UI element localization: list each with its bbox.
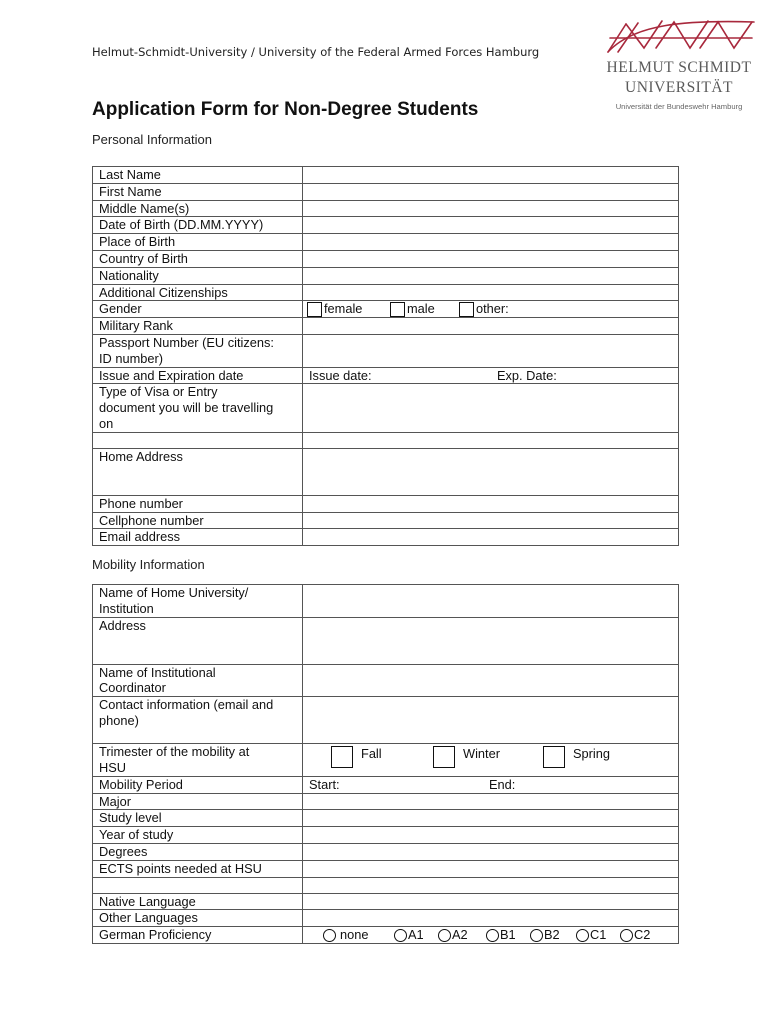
label-email: Email address bbox=[93, 529, 303, 546]
label-last-name: Last Name bbox=[93, 167, 303, 184]
degrees-field[interactable] bbox=[303, 843, 679, 860]
other-languages-field[interactable] bbox=[303, 910, 679, 927]
visa-label-line2: document you will be travelling bbox=[99, 400, 274, 416]
home-university-label-line2: Institution bbox=[99, 600, 154, 616]
trimester-winter-label: Winter bbox=[463, 746, 500, 762]
label-military-rank: Military Rank bbox=[93, 318, 303, 335]
coordinator-label-line2: Coordinator bbox=[99, 680, 166, 696]
german-proficiency-options bbox=[303, 927, 679, 944]
mobility-period-field[interactable] bbox=[303, 776, 679, 793]
last-name-field[interactable] bbox=[303, 167, 679, 184]
native-language-field[interactable] bbox=[303, 893, 679, 910]
german-b2-label: B2 bbox=[544, 927, 560, 943]
spacer-cell-2 bbox=[93, 877, 303, 893]
label-first-name: First Name bbox=[93, 183, 303, 200]
nationality-field[interactable] bbox=[303, 267, 679, 284]
university-logo bbox=[604, 18, 756, 111]
study-level-field[interactable] bbox=[303, 810, 679, 827]
contact-label-line1: Contact information (email and bbox=[99, 697, 274, 713]
coordinator-field[interactable] bbox=[303, 664, 679, 697]
label-cellphone: Cellphone number bbox=[93, 512, 303, 529]
start-label: Start: bbox=[309, 776, 340, 792]
email-field[interactable] bbox=[303, 529, 679, 546]
cellphone-field[interactable] bbox=[303, 512, 679, 529]
trimester-label-line1: Trimester of the mobility at bbox=[99, 744, 250, 760]
trimester-spring-checkbox[interactable] bbox=[543, 746, 565, 768]
label-contact-info bbox=[93, 697, 303, 744]
mobility-info-table bbox=[92, 584, 679, 944]
label-place-of-birth: Place of Birth bbox=[93, 234, 303, 251]
gender-female-label: female bbox=[324, 301, 363, 317]
passport-label-line1: Passport Number (EU citizens: bbox=[99, 334, 274, 350]
trimester-winter-checkbox[interactable] bbox=[433, 746, 455, 768]
passport-label-line2: ID number) bbox=[99, 350, 164, 366]
country-of-birth-field[interactable] bbox=[303, 250, 679, 267]
end-label: End: bbox=[489, 776, 516, 792]
logo-name-line2: UNIVERSITÄT bbox=[625, 79, 733, 96]
trimester-options bbox=[303, 744, 679, 777]
trimester-fall-checkbox[interactable] bbox=[331, 746, 353, 768]
label-ects: ECTS points needed at HSU bbox=[93, 860, 303, 877]
contact-info-field[interactable] bbox=[303, 697, 679, 744]
spacer-cell bbox=[93, 432, 303, 448]
year-of-study-field[interactable] bbox=[303, 827, 679, 844]
label-gender: Gender bbox=[93, 301, 303, 318]
german-c1-radio[interactable] bbox=[576, 929, 589, 942]
dob-field[interactable] bbox=[303, 217, 679, 234]
page-title: Application Form for Non-Degree Students bbox=[92, 99, 479, 120]
visa-type-field[interactable] bbox=[303, 384, 679, 432]
logo-mark-icon bbox=[604, 18, 756, 56]
trimester-spring-label: Spring bbox=[573, 746, 610, 762]
label-trimester bbox=[93, 744, 303, 777]
visa-label-line3: on bbox=[99, 415, 114, 431]
logo-subtitle: Universität der Bundeswehr Hamburg bbox=[615, 102, 743, 111]
gender-male-label: male bbox=[407, 301, 435, 317]
issue-date-label: Issue date: bbox=[309, 367, 372, 383]
label-country-of-birth: Country of Birth bbox=[93, 250, 303, 267]
place-of-birth-field[interactable] bbox=[303, 234, 679, 251]
gender-other-checkbox[interactable] bbox=[459, 302, 474, 317]
ects-field[interactable] bbox=[303, 860, 679, 877]
german-a1-label: A1 bbox=[408, 927, 424, 943]
german-c1-label: C1 bbox=[590, 927, 607, 943]
label-passport-number bbox=[93, 334, 303, 367]
german-a2-radio[interactable] bbox=[438, 929, 451, 942]
home-university-field[interactable] bbox=[303, 585, 679, 618]
label-major: Major bbox=[93, 793, 303, 810]
german-c2-label: C2 bbox=[634, 927, 651, 943]
label-home-university bbox=[93, 585, 303, 618]
gender-male-checkbox[interactable] bbox=[390, 302, 405, 317]
label-issue-expiration: Issue and Expiration date bbox=[93, 367, 303, 384]
military-rank-field[interactable] bbox=[303, 318, 679, 335]
german-c2-radio[interactable] bbox=[620, 929, 633, 942]
label-german-proficiency: German Proficiency bbox=[93, 927, 303, 944]
first-name-field[interactable] bbox=[303, 183, 679, 200]
home-university-label-line1: Name of Home University/ bbox=[99, 585, 249, 600]
gender-other-label: other: bbox=[476, 301, 509, 317]
trimester-fall-label: Fall bbox=[361, 746, 382, 762]
label-visa-type bbox=[93, 384, 303, 432]
passport-number-field[interactable] bbox=[303, 334, 679, 367]
issue-expiration-field[interactable] bbox=[303, 367, 679, 384]
major-field[interactable] bbox=[303, 793, 679, 810]
contact-label-line2: phone) bbox=[99, 712, 139, 728]
label-other-languages: Other Languages bbox=[93, 910, 303, 927]
university-header-text: Helmut-Schmidt-University / University of the Federal Armed Forces Hamburg bbox=[92, 45, 540, 59]
label-address: Address bbox=[93, 617, 303, 664]
phone-field[interactable] bbox=[303, 495, 679, 512]
address-field[interactable] bbox=[303, 617, 679, 664]
label-coordinator bbox=[93, 664, 303, 697]
german-b1-radio[interactable] bbox=[486, 929, 499, 942]
label-degrees: Degrees bbox=[93, 843, 303, 860]
mobility-info-heading: Mobility Information bbox=[92, 557, 205, 572]
label-additional-citizenships: Additional Citizenships bbox=[93, 284, 303, 301]
trimester-label-line2: HSU bbox=[99, 759, 127, 775]
label-nationality: Nationality bbox=[93, 267, 303, 284]
label-year-of-study: Year of study bbox=[93, 827, 303, 844]
german-b2-radio[interactable] bbox=[530, 929, 543, 942]
label-dob: Date of Birth (DD.MM.YYYY) bbox=[93, 217, 303, 234]
middle-names-field[interactable] bbox=[303, 200, 679, 217]
label-study-level: Study level bbox=[93, 810, 303, 827]
personal-info-heading: Personal Information bbox=[92, 132, 212, 147]
logo-name-line1: HELMUT SCHMIDT bbox=[606, 59, 752, 76]
visa-label-line1: Type of Visa or Entry bbox=[99, 384, 218, 400]
label-native-language: Native Language bbox=[93, 893, 303, 910]
label-middle-names: Middle Name(s) bbox=[93, 200, 303, 217]
german-none-label: none bbox=[340, 927, 369, 943]
label-home-address: Home Address bbox=[93, 448, 303, 495]
german-b1-label: B1 bbox=[500, 927, 516, 943]
additional-citizenships-field[interactable] bbox=[303, 284, 679, 301]
gender-options bbox=[303, 301, 679, 318]
spacer-field bbox=[303, 432, 679, 448]
german-a2-label: A2 bbox=[452, 927, 468, 943]
gender-female-checkbox[interactable] bbox=[307, 302, 322, 317]
coordinator-label-line1: Name of Institutional bbox=[99, 664, 216, 680]
german-none-radio[interactable] bbox=[323, 929, 336, 942]
german-a1-radio[interactable] bbox=[394, 929, 407, 942]
home-address-field[interactable] bbox=[303, 448, 679, 495]
exp-date-label: Exp. Date: bbox=[497, 367, 557, 383]
label-mobility-period: Mobility Period bbox=[93, 776, 303, 793]
personal-info-table bbox=[92, 166, 679, 546]
spacer-field-2 bbox=[303, 877, 679, 893]
label-phone: Phone number bbox=[93, 495, 303, 512]
